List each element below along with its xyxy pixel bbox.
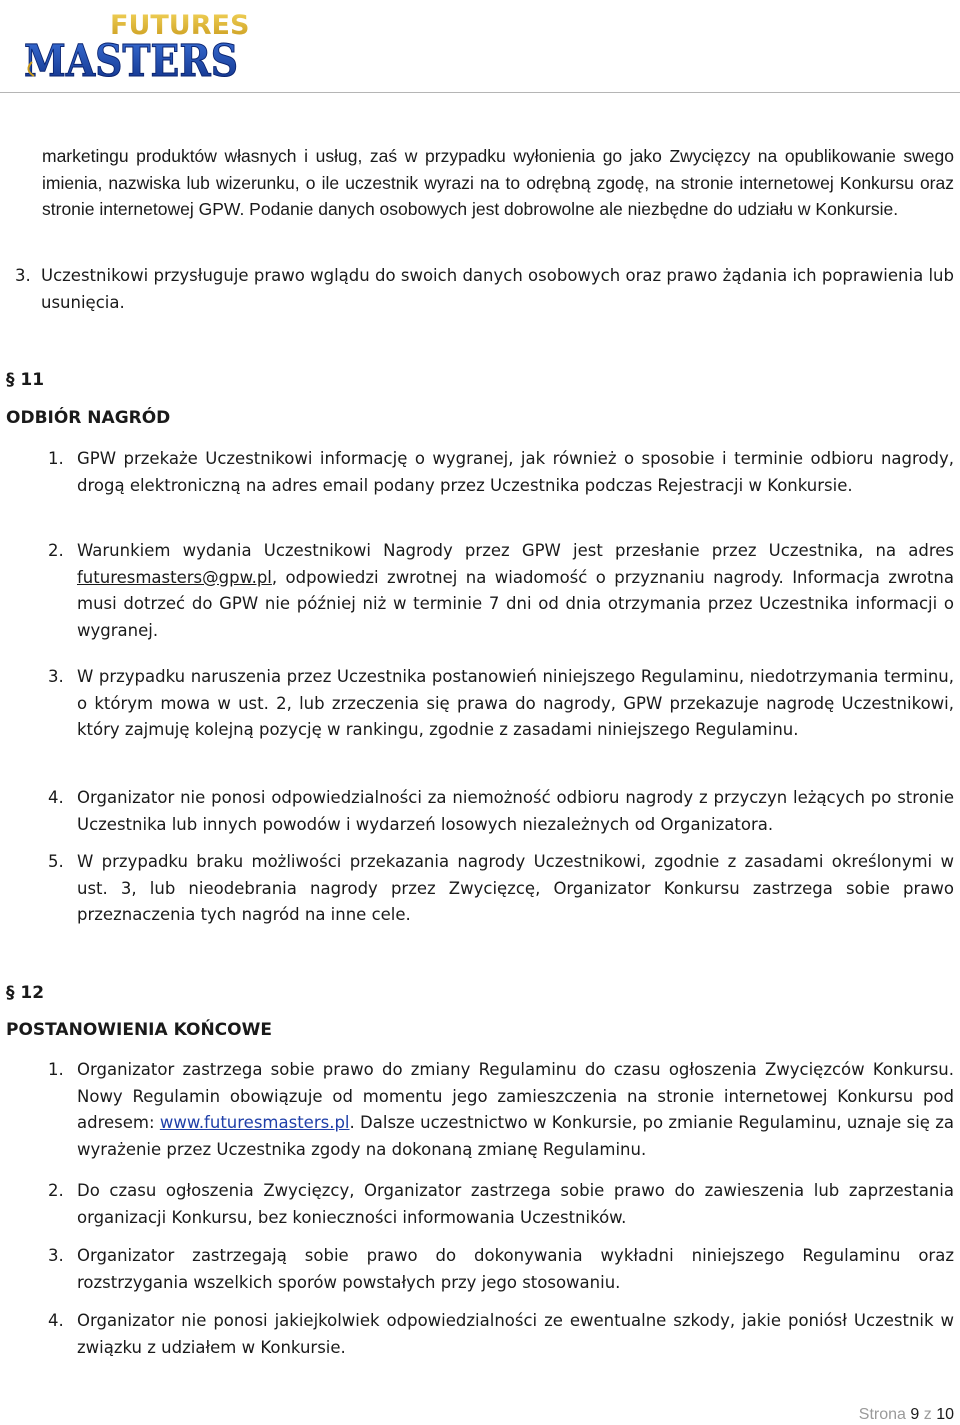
website-link[interactable]: www.futuresmasters.pl xyxy=(159,1113,350,1132)
item-text-part: , odpowiedzi zwrotnej na wiadomość o przyznaniu nagrody. Informacja zwrotna musi dotrzeć do GPW nie później niż w terminie 7 dni od dnia otrzymania przez Uczestnika informacji o wygranej. xyxy=(77,567,954,640)
item-text: Organizator zastrzegają sobie prawo do dokonywania wykładni niniejszego Regulaminu oraz rozstrzygania wszelkich sporów powstałych przy jego stosowaniu. xyxy=(77,1246,954,1292)
item-number: 5. xyxy=(48,852,64,871)
intro-item-3 xyxy=(15,263,954,316)
list-item xyxy=(48,664,954,744)
item-text xyxy=(77,1057,954,1163)
header-divider xyxy=(0,92,960,93)
email-link[interactable]: futuresmasters@gpw.pl xyxy=(77,567,272,587)
section-12-title: POSTANOWIENIA KOŃCOWE xyxy=(6,1020,272,1040)
item-text: W przypadku braku możliwości przekazania nagrody Uczestnikowi, zgodnie z zasadami określonymi w ust. 3, lub nieodebrania nagrody przez Zwycięzcę, Organizator Konkursu zastrzega sobie prawo przeznaczenia tych nagród na inne cele. xyxy=(77,852,954,924)
item-number: 4. xyxy=(48,1311,64,1330)
item-number: 3. xyxy=(15,266,31,285)
item-number: 3. xyxy=(48,667,64,686)
list-item xyxy=(48,1178,954,1231)
item-text: Uczestnikowi przysługuje prawo wglądu do swoich danych osobowych oraz prawo żądania ich poprawienia lub usunięcia. xyxy=(41,266,954,312)
page-number: 9 xyxy=(910,1406,920,1423)
page-of: z xyxy=(923,1406,932,1423)
page-label: Strona xyxy=(858,1406,906,1423)
item-number: 4. xyxy=(48,788,64,807)
item-text xyxy=(77,538,954,644)
futures-masters-logo xyxy=(22,6,250,87)
intro-paragraph: marketingu produktów własnych i usług, zaś w przypadku wyłonienia go jako Zwycięzcy na opublikowanie swego imienia, nazwiska lub wizerunku, o ile uczestnik wyrazi na to odrębną zgodę, na stronie internetowej Konkursu oraz stronie internetowej GPW. Podanie danych osobowych jest dobrowolne ale niezbędne do udziału w Konkursie. xyxy=(42,146,954,219)
list-item xyxy=(48,538,954,644)
list-item xyxy=(48,849,954,929)
svg-text:FUTURES: FUTURES xyxy=(110,10,250,41)
item-text-part: Warunkiem wydania Uczestnikowi Nagrody przez GPW jest przesłanie przez Uczestnika, na adres xyxy=(77,541,954,560)
item-text: W przypadku naruszenia przez Uczestnika postanowień niniejszego Regulaminu, niedotrzymania terminu, o którym mowa w ust. 2, lub zrzeczenia się prawa do nagrody, GPW przekazuje nagrodę Uczestnikowi, który zajmuję kolejną pozycję w rankingu, zgodnie z zasadami niniejszego Regulaminu. xyxy=(77,667,954,739)
list-item xyxy=(48,446,954,499)
item-text: GPW przekaże Uczestnikowi informację o wygranej, jak również o sposobie i terminie odbioru nagrody, drogą elektroniczną na adres email podany przez Uczestnika podczas Rejestracji w Konkursie. xyxy=(77,449,954,495)
page-footer xyxy=(859,1406,954,1424)
item-text: Organizator nie ponosi odpowiedzialności za niemożność odbioru nagrody z przyczyn leżących po stronie Uczestnika lub innych powodów i wydarzeń losowych niezależnych od Organizatora. xyxy=(77,788,954,834)
item-text: Do czasu ogłoszenia Zwycięzcy, Organizator zastrzega sobie prawo do zawieszenia lub zaprzestania organizacji Konkursu, bez konieczności informowania Uczestników. xyxy=(77,1181,954,1227)
item-number: 2. xyxy=(48,1181,64,1200)
item-text: Organizator nie ponosi jakiejkolwiek odpowiedzialności ze ewentualne szkody, jakie poniósł Uczestnik w związku z udziałem w Konkursie. xyxy=(77,1311,954,1357)
item-number: 1. xyxy=(48,449,64,468)
list-item xyxy=(48,785,954,838)
item-number: 2. xyxy=(48,541,64,560)
svg-text:MASTERS: MASTERS xyxy=(24,36,238,87)
page-total: 10 xyxy=(936,1406,954,1423)
section-11-title: ODBIÓR NAGRÓD xyxy=(6,408,171,428)
item-text-part: . Dalsze uczestnictwo w Konkursie, po zmianie Regulaminu, uznaje się za wyrażenie przez Uczestnika zgody na dokonaną zmianę Regulaminu. xyxy=(77,1113,955,1159)
section-12-number: § 12 xyxy=(6,983,45,1003)
item-number: 1. xyxy=(48,1060,64,1079)
list-item xyxy=(48,1057,954,1163)
list-item xyxy=(48,1243,954,1296)
list-item xyxy=(48,1308,954,1361)
section-11-number: § 11 xyxy=(6,370,45,390)
item-number: 3. xyxy=(48,1246,64,1265)
item-text-part: Organizator zastrzega sobie prawo do zmiany Regulaminu do czasu ogłoszenia Zwycięzców Konkursu. Nowy Regulamin obowiązuje od momentu jego zamieszczenia na stronie internetowej Konkursu pod adresem: xyxy=(77,1060,954,1132)
